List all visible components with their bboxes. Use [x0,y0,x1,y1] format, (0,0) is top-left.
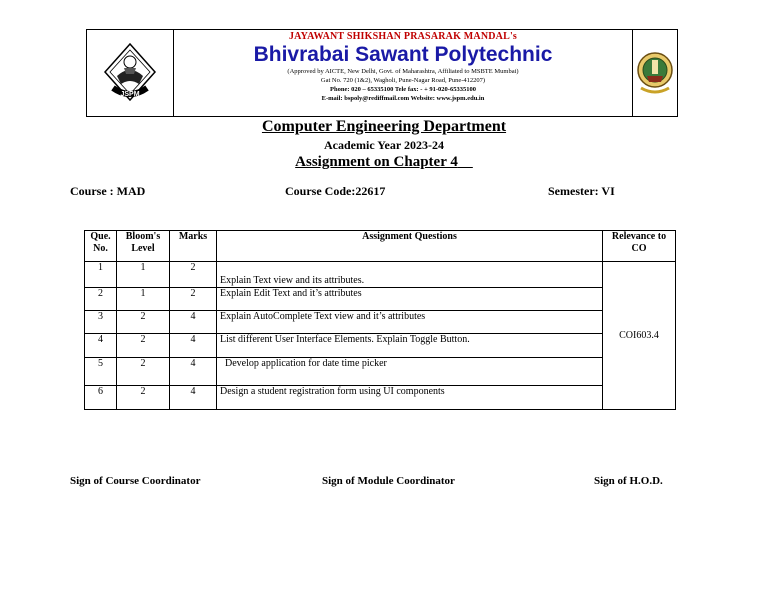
institute-name: Bhivrabai Sawant Polytechnic [253,43,553,66]
course-code: Course Code:22617 [285,184,386,198]
row-marks: 2 [170,262,217,288]
email-line: E-mail: bspoly@rediffmail.com Website: www.jspm.edu.in [321,95,485,102]
header-questions: Assignment Questions [217,231,603,262]
table-header-row [85,231,676,262]
row-bloom: 2 [117,386,170,410]
header-relevance: Relevance to CO [603,231,676,262]
table-row [85,386,676,410]
phone-line: Phone: 020 – 65335100 Tele fax: - + 91-020-65335100 [330,86,476,93]
relevance-co: COI603.4 [603,262,676,410]
row-bloom: 1 [117,262,170,288]
assignment-table [84,230,676,410]
header-bloom-level: Bloom's Level [117,231,170,262]
row-question: Design a student registration form using UI components [217,386,603,410]
row-question: Explain AutoComplete Text view and it’s attributes [217,311,603,334]
row-no: 1 [85,262,117,288]
table-row [85,288,676,311]
row-bloom: 2 [117,358,170,386]
seal-logo [632,30,677,116]
semester: Semester: VI [548,184,615,198]
table-row [85,262,676,288]
row-no: 6 [85,386,117,410]
row-marks: 4 [170,311,217,334]
assignment-title [0,154,768,171]
jspm-logo [87,30,174,116]
row-marks: 2 [170,288,217,311]
course-name: Course : MAD [70,184,146,198]
row-bloom: 2 [117,334,170,358]
row-question: Develop application for date time picker [217,358,603,386]
approval-line: (Approved by AICTE, New Delhi, Govt. of Maharashtra, Affiliated to MSBTE Mumbai) [287,68,519,75]
row-no: 5 [85,358,117,386]
row-question: Explain Text view and its attributes. [217,262,603,288]
logo-left-text: JSPM [120,91,140,98]
row-no: 4 [85,334,117,358]
header-que-no: Que. No. [85,231,117,262]
jspm-emblem-icon [99,40,161,106]
sign-hod: Sign of H.O.D. [594,475,663,487]
header-marks: Marks [170,231,217,262]
address-line: Gat No. 720 (1&2), Wagholi, Pune-Nagar Road, Pune-412207) [320,77,486,84]
assignment-title-text: Assignment on Chapter 4 [295,154,458,170]
table-row [85,334,676,358]
row-bloom: 2 [117,311,170,334]
row-no: 3 [85,311,117,334]
org-name: JAYAWANT SHIKSHAN PRASARAK MANDAL's [288,31,518,42]
letterhead [86,29,678,117]
table-row [85,358,676,386]
row-no: 2 [85,288,117,311]
department-title: Computer Engineering Department [261,118,507,135]
row-marks: 4 [170,386,217,410]
academic-year: Academic Year 2023-24 [324,138,444,152]
table-row [85,311,676,334]
row-question: Explain Edit Text and it’s attributes [217,288,603,311]
sign-course-coordinator: Sign of Course Coordinator [70,475,201,487]
letterhead-text [174,30,632,116]
row-question: List different User Interface Elements. Explain Toggle Button. [217,334,603,358]
institute-seal-icon [635,42,675,104]
sign-module-coordinator: Sign of Module Coordinator [322,475,455,487]
row-marks: 4 [170,334,217,358]
row-bloom: 1 [117,288,170,311]
row-marks: 4 [170,358,217,386]
